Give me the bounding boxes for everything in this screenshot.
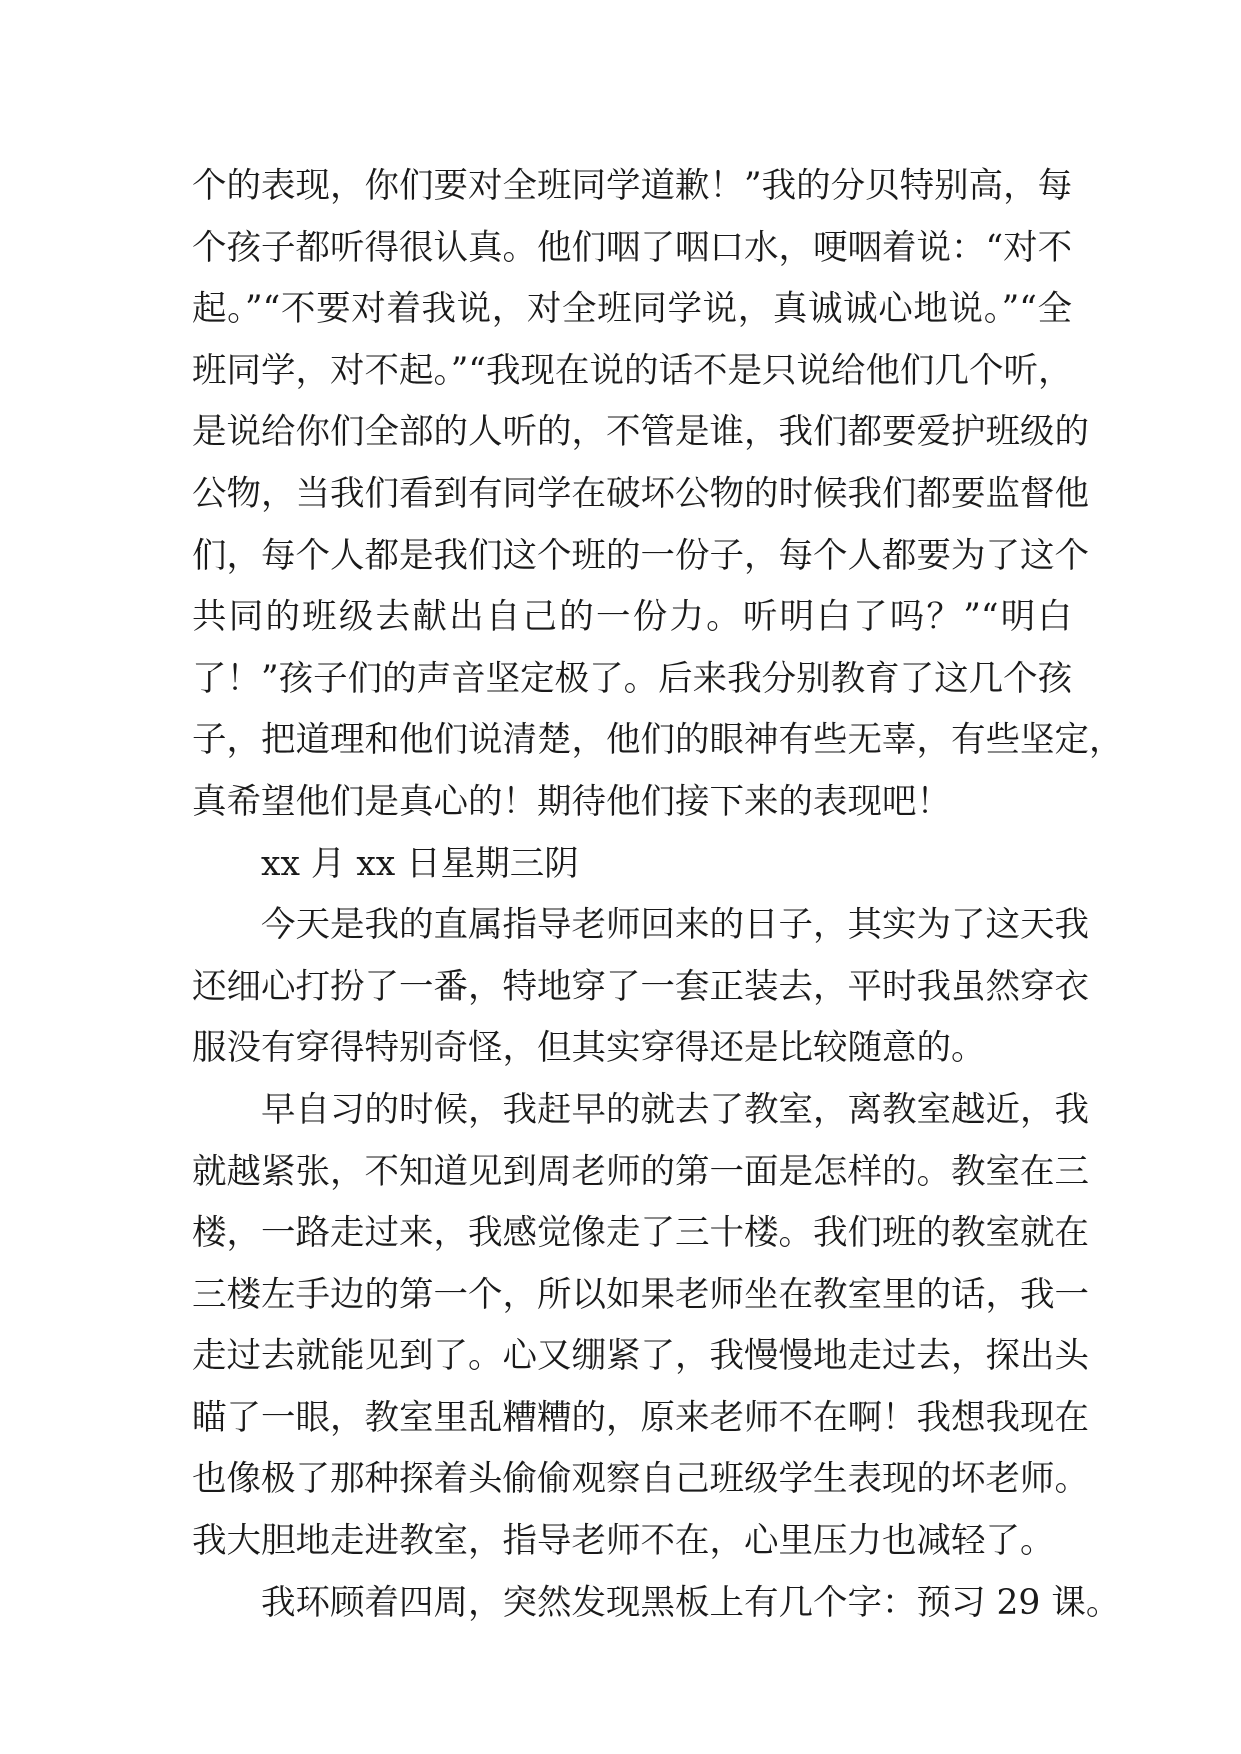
text-line: 个孩子都听得很认真。他们咽了咽口水，哽咽着说：“对不 bbox=[192, 227, 1073, 268]
text-line: 班同学，对不起。”“我现在说的话不是只说给他们几个听， bbox=[192, 350, 1073, 391]
text-line: 了！”孩子们的声音坚定极了。后来我分别教育了这几个孩 bbox=[192, 658, 1073, 699]
text-line: 也像极了那种探着头偷偷观察自己班级学生表现的坏老师。 bbox=[192, 1459, 1089, 1500]
paragraph-end-line: 服没有穿得特别奇怪，但其实穿得还是比较随意的。 bbox=[192, 1028, 986, 1069]
text-line: 瞄了一眼，教室里乱糟糟的，原来老师不在啊！我想我现在 bbox=[192, 1397, 1089, 1438]
text-line: 是说给你们全部的人听的，不管是谁，我们都要爱护班级的 bbox=[192, 412, 1089, 453]
text-line: 还细心打扮了一番，特地穿了一套正装去，平时我虽然穿衣 bbox=[192, 966, 1089, 1007]
text-line: 楼，一路走过来，我感觉像走了三十楼。我们班的教室就在 bbox=[192, 1213, 1089, 1254]
text-line: 三楼左手边的第一个，所以如果老师坐在教室里的话，我一 bbox=[192, 1274, 1089, 1315]
paragraph-start-line: 早自习的时候，我赶早的就去了教室，离教室越近，我 bbox=[261, 1089, 1089, 1130]
paragraph-end-line: 真希望他们是真心的！期待他们接下来的表现吧！ bbox=[192, 781, 951, 822]
text-line: 走过去就能见到了。心又绷紧了，我慢慢地走过去，探出头 bbox=[192, 1336, 1089, 1377]
paragraph-end-line: 我大胆地走进教室，指导老师不在，心里压力也减轻了。 bbox=[192, 1521, 1055, 1562]
paragraph-start-line: 今天是我的直属指导老师回来的日子，其实为了这天我 bbox=[261, 905, 1089, 946]
paragraph-start-line: 我环顾着四周，突然发现黑板上有几个字：预习 29 课。 bbox=[261, 1582, 1121, 1623]
text-line: 起。”“不要对着我说，对全班同学说，真诚诚心地说。”“全 bbox=[192, 289, 1072, 330]
body-text bbox=[192, 156, 1124, 1634]
text-line: 子，把道理和他们说清楚，他们的眼神有些无辜，有些坚定， bbox=[192, 720, 1124, 761]
text-line: 就越紧张，不知道见到周老师的第一面是怎样的。教室在三 bbox=[192, 1151, 1089, 1192]
date-heading: xx 月 xx 日星期三阴 bbox=[261, 843, 579, 884]
text-line: 个的表现，你们要对全班同学道歉！”我的分贝特别高，每 bbox=[192, 166, 1073, 206]
text-line: 们，每个人都是我们这个班的一份子，每个人都要为了这个 bbox=[192, 535, 1089, 576]
text-line: 公物，当我们看到有同学在破坏公物的时候我们都要监督他 bbox=[192, 473, 1089, 514]
text-line: 共同的班级去献出自己的一份力。听明白了吗？”“明白 bbox=[192, 597, 1072, 638]
